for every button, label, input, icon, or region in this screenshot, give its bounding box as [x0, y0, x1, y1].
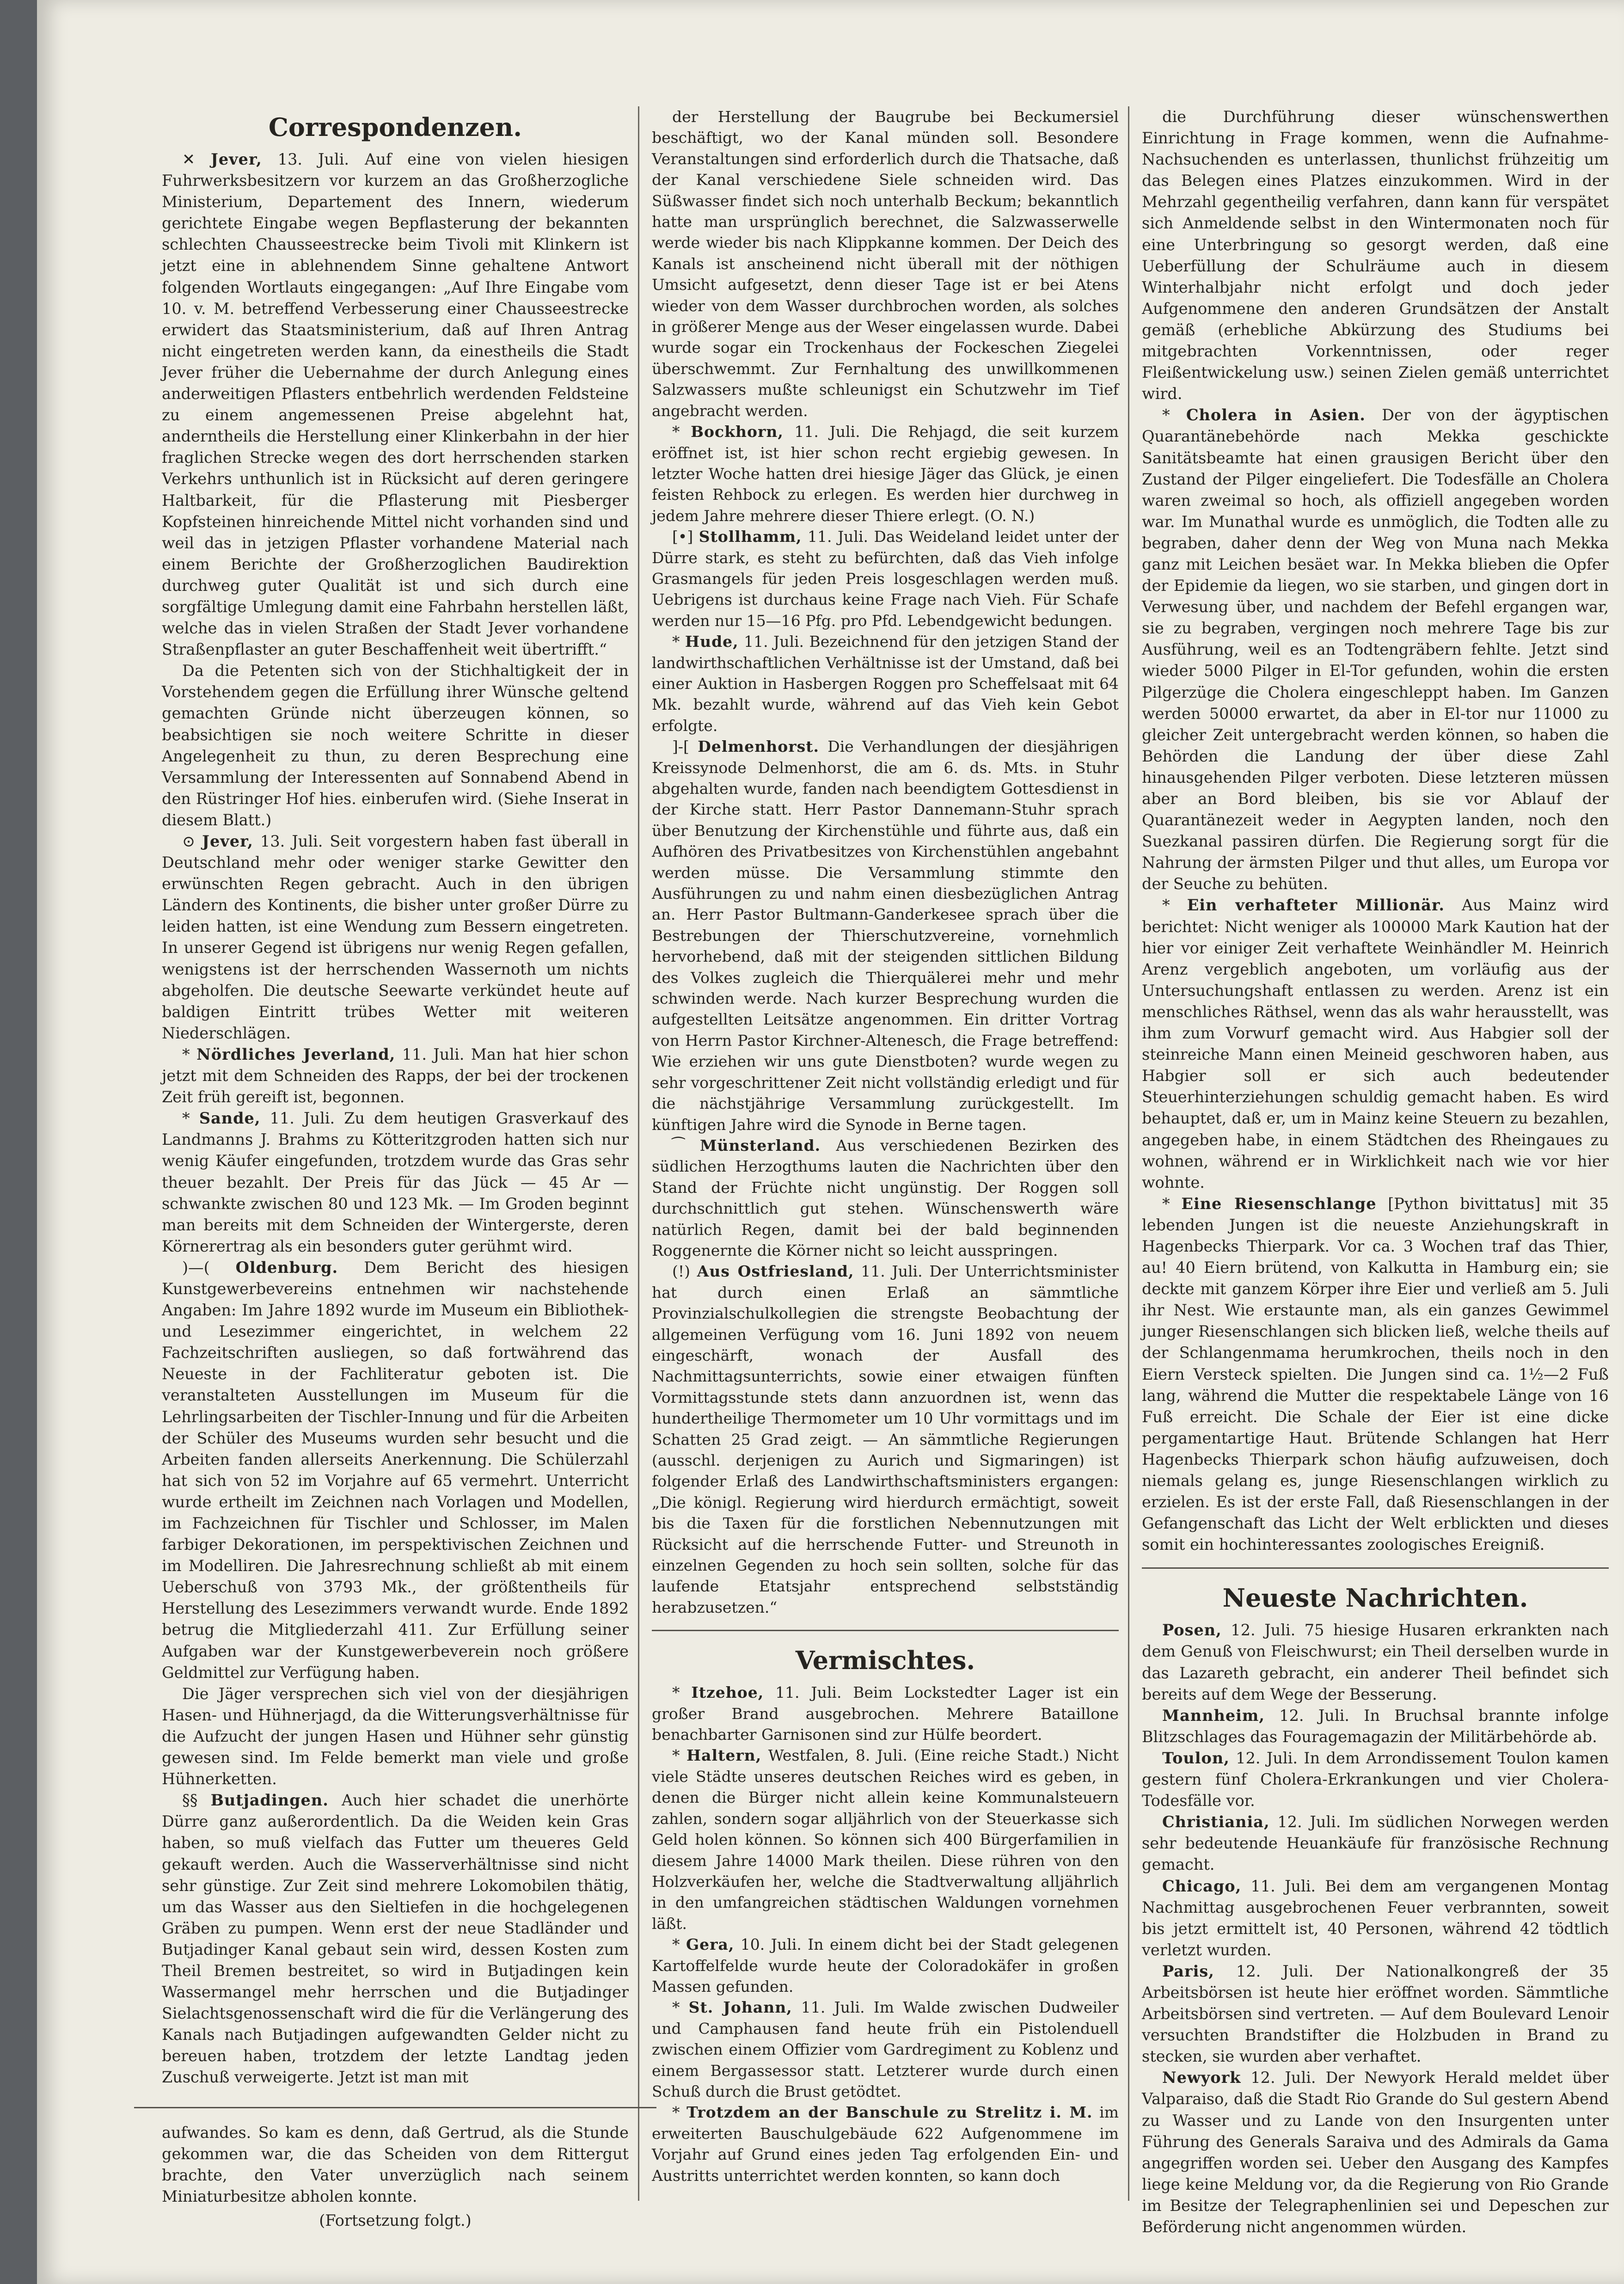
article-text: 12. Juli. Der Newyork Herald meldet über Valparaiso, daß die Stadt Rio Grande do Sul gestern Abend zu Wasser und zu Lande von den Insurgenten unter Führung des Generals Saraiva und des Admirals da Gama angegriffen worden sei. Ueber den Ausgang des Kampfes liege keine Meldung vor, da die Regierung von Rio Grande im Besitze der Telegraphenlinien sei und Depeschen zur Beförderung nicht angenommen würden.	[1142, 2069, 1609, 2236]
section-heading-vermischtes: Vermischtes.	[795, 1645, 975, 1676]
article-paragraph	[652, 1135, 1119, 1261]
article-dateline: Gera,	[686, 1935, 735, 1954]
article-dateline: Aus Ostfriesland,	[697, 1262, 854, 1281]
article-text: 11. Juli. Im Walde zwischen Dudweiler und Camphausen fand heute früh ein Pistolenduell zwischen einem Offizier vom Gardregiment zu Koblenz und einem Bergassessor statt. Letzterer wurde durch einen Schuß durch die Brust getödtet.	[652, 1998, 1119, 2100]
vermischtes-articles	[652, 1682, 1119, 2186]
feuilleton-continuation: aufwandes. So kam es denn, daß Gertrud, als die Stunde gekommen war, die das Scheiden von dem Rittergut brachte, den Vater unverzüglich nach seinem Miniaturbesitze abholen konnte.	[162, 2123, 629, 2205]
article-dateline: Eine Riesenschlange	[1181, 1194, 1377, 1213]
article-text: 12. Juli. In dem Arrondissement Toulon kamen gestern fünf Cholera-Erkrankungen und vier Cholera-Todesfälle vor.	[1142, 1749, 1609, 1810]
column-2-articles	[652, 106, 1119, 1618]
article-marker: ⊙	[182, 832, 196, 850]
article-text: im erweiterten Bauschulgebäude 622 Aufgenommene im Vorjahr auf Grund eines jeden Tag erfolgenden Ein- und Austritts unterrichtet werden konnten, so kann doch	[652, 2103, 1119, 2185]
section-divider	[652, 1630, 1119, 1631]
article-paragraph	[1142, 405, 1609, 895]
article-paragraph	[1142, 2067, 1609, 2238]
column-3-articles	[1142, 106, 1609, 1555]
article-paragraph	[1142, 106, 1609, 405]
article-dateline: Nördliches Jeverland,	[196, 1045, 396, 1063]
article-paragraph	[652, 1682, 1119, 1745]
article-paragraph	[162, 149, 629, 660]
article-text: 11. Juli. Man hat hier schon jetzt mit dem Schneiden des Rapps, der bei der trockenen Zeit früh gereift ist, begonnen.	[162, 1045, 629, 1106]
article-dateline: Posen,	[1162, 1621, 1222, 1639]
article-paragraph	[1142, 1705, 1609, 1748]
article-marker: §§	[182, 1791, 198, 1810]
article-text: [Python bivittatus] mit 35 lebenden Jungen ist die neueste Anziehungskraft in Hagenbecks Thierpark. Vor ca. 3 Wochen traf das Thier, au! 40 Eiern brütend, von Kalkutta in Hamburg ein; sie deckte mit ganzem Körper ihre Eier und verließ am 5. Juli ihr Nest. Wie erstaunte man, als ein ganzes Gewimmel junger Riesenschlangen sich blicken ließ, welche theils auf der Schlangenmama herumkrochen, theils noch in den Eiern Versteck spielten. Die Jungen sind ca. 1½—2 Fuß lang, während die Mutter die respektabele Länge von 16 Fuß erreicht. Die Schale der Eier ist eine dicke pergamentartige Haut. Brütende Schlangen hat Herr Hagenbecks Thierpark schon häufig aufzuweisen, doch niemals gelang es, junge Riesenschlangen wirklich zu erzielen. Es ist der erste Fall, daß Riesenschlangen in der Gefangenschaft das Licht der Welt erblickten und dieses somit ein hochinteressantes zoologisches Ereigniß.	[1142, 1194, 1609, 1554]
article-dateline: Haltern,	[686, 1746, 762, 1765]
article-paragraph	[162, 1108, 629, 1257]
article-text: Westfalen, 8. Juli. (Eine reiche Stadt.) Nicht viele Städte unseres deutschen Reiches wird es geben, in denen die Bürger nicht allein keine Kommunalsteuern zahlen, sondern sogar alljährlich von der Steuerkasse sich Geld holen können. So können sich 400 Bürgerfamilien in diesem Jahre 14000 Mark theilen. Diese rühren von den Holzverkäufen her, welche die Stadtverwaltung alljährlich in den umfangreichen städtischen Waldungen vornehmen läßt.	[652, 1746, 1119, 1933]
article-text: Die Verhandlungen der diesjährigen Kreissynode Delmenhorst, die am 6. ds. Mts. in Stuhr abgehalten wurde, fanden nach beendigtem Gottesdienst in der Kirche statt. Herr Pastor Dannemann-Stuhr sprach über Benutzung der Kirchenstühle und führte aus, daß ein Aufhören des Privatbesitzes von Kirchenstühlen angebahnt werden müsse. Die Versammlung stimmte den Ausführungen zu und nahm einen diesbezüglichen Antrag an. Herr Pastor Bultmann-Ganderkesee sprach über die Bestrebungen der Thierschutzvereine, vornehmlich hervorhebend, daß mit der steigenden sittlichen Bildung des Volkes zugleich die Thierquälerei mehr und mehr schwinden werde. Nach kurzer Besprechung wurden die aufgestellten Leitsätze angenommen. Ein dritter Vortrag von Herrn Pastor Kirchner-Altenesch, die Frage betreffend: Wie erziehen wir uns gute Dienstboten? wurde wegen zu sehr vorgeschrittener Zeit nicht vollständig erledigt und für die nächstjährige Versammlung zurückgestellt. Im künftigen Jahre wird die Synode in Berne tagen.	[652, 737, 1119, 1134]
article-marker: *	[672, 2103, 680, 2122]
article-dateline: Stollhamm,	[699, 528, 802, 546]
article-text: 13. Juli. Auf eine von vielen hiesigen Fuhrwerksbesitzern vor kurzem an das Großherzogliche Ministerium, Departement des Innern, wiederum gerichtete Eingabe wegen Bepflasterung der bekannten schlechten Chausseestrecke beim Tivoli mit Klinkern ist jetzt eine in ablehnendem Sinne gehaltene Antwort folgenden Wortlauts eingegangen: „Auf Ihre Eingabe vom 10. v. M. betreffend Verbesserung einer Chausseestrecke erwidert das Staatsministerium, daß auf Ihren Antrag nicht eingetreten werden kann, da einestheils die Stadt Jever früher die Uebernahme der durch Anlegung eines anderweitigen Pflasters entbehrlich werdenden Feldsteine zu einem angemessenen Preise abgelehnt hat, anderntheils die Herstellung einer Klinkerbahn in der hier fraglichen Strecke wegen des dort herrschenden starken Verkehrs unthunlich ist in Rücksicht auf deren geringere Haltbarkeit, für die Pflasterung mit Piesberger Kopfsteinen hinreichende Mittel nicht vorhanden sind und weil das in jetzigen Pflaster vorhandene Material nach einem Berichte der Großherzoglichen Baudirektion durchweg guter Qualität ist und sich durch eine sorgfältige Umlegung damit eine Fahrbahn herstellen läßt, welche das in vielen Straßen der Stadt Jever vorhandene Straßenpflaster an guter Beschaffenheit weit übertrifft.“	[162, 150, 629, 659]
article-marker: *	[1162, 406, 1170, 424]
article-text: 12. Juli. In Bruchsal brannte infolge Blitzschlages das Fouragemagazin der Militärbehörde ab.	[1142, 1706, 1609, 1746]
article-marker: [•]	[672, 528, 693, 546]
column-3	[1142, 106, 1609, 2238]
article-paragraph	[1142, 1620, 1609, 1705]
article-paragraph	[162, 1257, 629, 1683]
article-marker: *	[672, 1683, 680, 1702]
article-marker: ⁀	[672, 1136, 685, 1154]
article-dateline: Itzehoe,	[691, 1683, 764, 1702]
article-text: Da die Petenten sich von der Stichhaltigkeit der in Vorstehendem gegen die Erfüllung ihrer Wünsche geltend gemachten Gründe nicht überzeugen können, so beabsichtigen sie noch weitere Schritte in dieser Angelegenheit zu thun, zu deren Besprechung eine Versammlung der Interessenten auf Sonnabend Abend in den Rüstringer Hof hies. einberufen wird. (Siehe Inserat in diesem Blatt.)	[162, 662, 629, 829]
article-marker: *	[182, 1045, 190, 1063]
article-dateline: Toulon,	[1162, 1749, 1230, 1767]
article-text: 11. Juli. Zu dem heutigen Grasverkauf des Landmanns J. Brahms zu Kötteritzgroden hatten sich nur wenig Käufer eingefunden, trotzdem wurde das Gras sehr theuer bezahlt. Der Preis für das Jück — 45 Ar — schwankte zwischen 80 und 123 Mk. — Im Groden beginnt man bereits mit dem Schneiden der Wintergerste, deren Körnerertrag als ein besonders guter gerühmt wird.	[162, 1109, 629, 1255]
article-dateline: Mannheim,	[1162, 1706, 1265, 1725]
column-2	[652, 106, 1119, 2186]
article-marker: *	[672, 1935, 680, 1954]
article-paragraph	[652, 526, 1119, 631]
article-text: 13. Juli. Seit vorgestern haben fast überall in Deutschland mehr oder weniger starke Gewitter den erwünschten Regen gebracht. Auch in den übrigen Ländern des Kontinents, die bisher unter großer Dürre zu leiden hatten, ist eine Wendung zum Bessern eingetreten. In unserer Gegend ist übrigens nur wenig Regen gefallen, wenigstens ist der herrschenden Wassernoth um nichts abgeholfen. Die deutsche Seewarte verkündet heute auf baldigen Eintritt trübes Wetter mit weiteren Niederschlägen.	[162, 832, 629, 1042]
article-dateline: Oldenburg.	[235, 1258, 338, 1277]
article-paragraph	[652, 1745, 1119, 1934]
article-paragraph	[1142, 1748, 1609, 1811]
article-text: Der von der ägyptischen Quarantänebehörde nach Mekka geschickte Sanitätsbeamte hat einen grausigen Bericht über den Zustand der Pilger eingeliefert. Die Todesfälle an Cholera waren zweimal so hoch, als offiziell angegeben worden war. Im Munathal wurde es unmöglich, die Todten alle zu begraben, daher denn der Weg von Muna nach Mekka ganz mit Leichen besäet war. In Mekka blieben die Opfer der Epidemie da liegen, wo sie starben, und gingen dort in Verwesung über, und nachdem der Befehl ergangen war, sie zu begraben, vergingen noch mehrere Tage bis zur Ausführung, weil es an Todtengräbern fehlte. Jetzt sind wieder 5000 Pilger in El-Tor gefunden, wohin die ersten Pilgerzüge die Cholera eingeschleppt haben. Im Ganzen werden 50000 erwartet, da aber in El-tor nur 11000 zu gleicher Zeit untergebracht werden können, so haben die Behörden die Landung der über diese Zahl hinausgehenden Pilger verboten. Diese letzteren müssen aber an Bord bleiben, bis sie vor Ablauf der Quarantänezeit weder in Aegypten landen, noch den Suezkanal passiren dürfen. Die Regierung sorgt für die Nahrung der ärmsten Pilger und thut alles, um Europa vor der Seuche zu behüten.	[1142, 406, 1609, 893]
article-dateline: Hude,	[685, 632, 739, 651]
section-heading-neueste-nachrichten: Neueste Nachrichten.	[1222, 1583, 1528, 1613]
article-text: 12. Juli. Der Nationalkongreß der 35 Arbeitsbörsen ist heute hier eröffnet worden. Sämmtliche Arbeitsbörsen sind vertreten. — Auf dem Boulevard Lenoir versuchten Brandstifter die Holzbuden in Brand zu stecken, sie wurden aber verhaftet.	[1142, 1962, 1609, 2066]
column-rule-2	[1128, 106, 1129, 2201]
article-paragraph	[1142, 1876, 1609, 1961]
article-marker: *	[672, 1998, 680, 2017]
article-text: Aus Mainz wird berichtet: Nicht weniger als 100000 Mark Kaution hat der hier vor einiger Zeit verhaftete Weinhändler M. Heinrich Arenz vergeblich angeboten, um vorläufig aus der Untersuchungshaft entlassen zu werden. Arenz ist ein menschliches Räthsel, wenn das als wahr herausstellt, was ihm zum Vorwurf gemacht wird. Aus Habgier soll der steinreiche Mann einen Meineid geschworen haben, aus Habgier soll er sich auch bedeutender Steuerhinterziehungen schuldig gemacht haben. Es wird behauptet, daß er, um in Mainz keine Steuern zu bezahlen, angegeben habe, in einem Städtchen des Rheingaues zu wohnen, während er in Wirklichkeit nach wie vor hier wohnte.	[1142, 896, 1609, 1191]
article-paragraph	[652, 421, 1119, 526]
article-paragraph	[652, 1261, 1119, 1618]
article-paragraph	[1142, 1961, 1609, 2067]
article-dateline: Cholera in Asien.	[1186, 406, 1366, 424]
article-dateline: Ein verhafteter Millionär.	[1187, 896, 1445, 915]
article-paragraph	[162, 1683, 629, 1790]
article-text: Die Jäger versprechen sich viel von der diesjährigen Hasen- und Hühnerjagd, da die Witterungsverhältnisse für die Aufzucht der jungen Hasen und Hühner sehr günstig gewesen sind. Im Felde bemerkt man viele und große Hühnerketten.	[162, 1684, 629, 1788]
article-dateline: Chicago,	[1162, 1877, 1242, 1895]
article-dateline: Delmenhorst.	[698, 737, 819, 756]
article-dateline: Christiania,	[1162, 1813, 1270, 1831]
article-text: 11. Juli. Beim Lockstedter Lager ist ein großer Brand ausgebrochen. Mehrere Bataillone benachbarter Garnisonen sind zur Hülfe beordert.	[652, 1683, 1119, 1744]
article-text: 12. Juli. Im südlichen Norwegen werden sehr bedeutende Heuankäufe für französische Rechnung gemacht.	[1142, 1813, 1609, 1874]
article-paragraph	[1142, 1193, 1609, 1556]
article-text: Dem Bericht des hiesigen Kunstgewerbevereins entnehmen wir nachstehende Angaben: Im Jahre 1892 wurde im Museum ein Bibliothek- und Lesezimmer eingerichtet, in welchem 22 Fachzeitschriften ausliegen, so daß fortwährend das Neueste in der Fachliteratur geboten ist. Die veranstalteten Ausstellungen im Museum für die Lehrlingsarbeiten der Tischler-Innung und für die Arbeiten der Schüler des Museums wurden sehr besucht und die Arbeiten fanden allerseits Anerkennung. Die Schülerzahl hat sich von 52 im Vorjahre auf 65 vermehrt. Unterricht wurde ertheilt im Zeichnen nach Vorlagen und Modellen, im Fachzeichnen für Tischler und Schlosser, im Malen farbiger Dekorationen, im perspektivischen Zeichnen und im Modelliren. Die Jahresrechnung schließt ab mit einem Ueberschuß von 3793 Mk., der größtentheils für Herstellung des Lesezimmers verwandt wurde. Ende 1892 betrug die Mitgliederzahl 411. Zur Erfüllung seiner Aufgaben war der Kunstgewerbeverein noch größere Geldmittel zur Verfügung haben.	[162, 1258, 629, 1682]
article-dateline: St. Johann,	[688, 1998, 792, 2017]
article-text: 11. Juli. Der Unterrichtsminister hat durch einen Erlaß an sämmtliche Provinzialschulkollegien die strengste Beobachtung der allgemeinen Verfügung vom 16. Juni 1892 von neuem eingeschärft, wonach der Ausfall des Nachmittagsunterrichts, sowie einer etwaigen fünften Vormittagsstunde stets dann anzuordnen ist, wenn das hundertheilige Thermometer um 10 Uhr vormittags und im Schatten 25 Grad zeigt. — An sämmtliche Regierungen (ausschl. derjenigen zu Aurich und Sigmaringen) ist folgender Erlaß des Landwirthschaftsministers ergangen: „Die königl. Regierung wird hierdurch ermächtigt, soweit bis die Taxen für die forstlichen Nebennutzungen mit Rücksicht auf die herrschende Futter- und Streunoth in einzelnen Gegenden zu hoch sein sollten, solche für das laufende Etatsjahr entsprechend selbstständig herabzusetzen.“	[652, 1262, 1119, 1616]
article-dateline: Butjadingen.	[210, 1791, 329, 1810]
article-paragraph	[162, 1790, 629, 2088]
article-marker: *	[1162, 1194, 1170, 1213]
section-heading-correspondenzen: Correspondenzen.	[268, 112, 522, 142]
article-text: 11. Juli. Das Weideland leidet unter der Dürre stark, es steht zu befürchten, daß das Vieh infolge Grasmangels für jeden Preis losgeschlagen werden muß. Uebrigens ist durchaus keine Frage nach Vieh. Für Schafe werden nur 15—16 Pfg. pro Pfd. Lebendgewicht bedungen.	[652, 528, 1119, 630]
article-text: 10. Juli. In einem dicht bei der Stadt gelegenen Kartoffelfelde wurde heute der Coloradokäfer in großen Massen gefunden.	[652, 1935, 1119, 1995]
article-paragraph	[162, 660, 629, 831]
continuation-note: (Fortsetzung folgt.)	[319, 2211, 472, 2229]
article-marker: *	[672, 1746, 680, 1765]
article-dateline: Bockhorn,	[691, 423, 784, 441]
article-marker: *	[182, 1109, 190, 1128]
article-paragraph	[652, 2102, 1119, 2186]
article-text: 12. Juli. 75 hiesige Husaren erkrankten nach dem Genuß von Fleischwurst; ein Theil derselben wurde in das Lazareth gebracht, ein anderer Theil befindet sich bereits auf dem Wege der Besserung.	[1142, 1621, 1609, 1703]
article-text: der Herstellung der Baugrube bei Beckumersiel beschäftigt, wo der Kanal münden soll. Besondere Veranstaltungen sind erforderlich durch die Thatsache, daß der Kanal verschiedene Siele schneiden wird. Das Süßwasser findet sich noch unterhalb Beckum; bekanntlich hatte man ursprünglich berechnet, die Salzwasserwelle werde wieder bis nach Klippkanne kommen. Der Deich des Kanals ist anscheinend nicht überall mit der nöthigen Umsicht aufgesetzt, denn dieser Tage ist er bei Atens wieder von dem Wasser durchbrochen worden, als solches in größerer Menge aus der Weser eingelassen wurde. Dabei wurde sogar ein Trockenhaus der Fockeschen Ziegelei überschwemmt. Zur Fernhaltung des unwillkommenen Salzwassers mußte schleunigst ein Schutzwehr im Tief angebracht werden.	[652, 108, 1119, 420]
article-paragraph	[162, 1044, 629, 1108]
article-text: Auch hier schadet die unerhörte Dürre ganz außerordentlich. Da die Weiden kein Gras haben, so muß vielfach das Futter um theueres Geld gekauft werden. Auch die Wasserverhältnisse sind nicht sehr günstige. Zur Zeit sind mehrere Lokomobilen thätig, um das Wasser aus den Sieltiefen in die hochgelegenen Gräben zu pumpen. Wenn erst der neue Stadländer und Butjadinger Kanal gebaut sein wird, dessen Kosten zum Theil Bremen bestreitet, so wird in Butjadingen kein Wassermangel mehr herrschen und die Butjadinger Sielachtsgenossenschaft wird die für die Verlängerung des Kanals nach Butjadingen aufgewandten Gelder nicht zu bereuen haben, trotzdem der letzte Landtag jeden Zuschuß verweigerte. Jetzt ist man mit	[162, 1791, 629, 2087]
article-paragraph	[652, 106, 1119, 421]
article-text: die Durchführung dieser wünschenswerthen Einrichtung in Frage kommen, wenn die Aufnahme-Nachsuchenden es unterlassen, thunlichst frühzeitig um das Belegen eines Platzes einzukommen. Wird in der Mehrzahl gegentheilig verfahren, dann kann für verspätet sich Anmeldende selbst in den Wintermonaten noch für eine Unterbringung so gesorgt werden, daß eine Ueberfüllung der Schulräume auch in diesem Winterhalbjahr nicht erfolgt und doch jeder Aufgenommene den anderen Grundsätzen der Anstalt gemäß (erhebliche Abkürzung des Studiums bei mitgebrachten Vorkenntnissen, oder reger Fleißentwickelung usw.) seinen Zielen gemäß unterrichtet wird.	[1142, 108, 1609, 403]
article-marker: *	[1162, 896, 1170, 915]
article-text: 11. Juli. Bei dem am vergangenen Montag Nachmittag ausgebrochenen Feuer verbrannten, soweit bis jetzt ermittelt ist, 40 Personen, während 42 tödtlich verletzt wurden.	[1142, 1877, 1609, 1959]
article-text: 11. Juli. Bezeichnend für den jetzigen Stand der landwirthschaftlichen Verhältnisse ist der Umstand, daß bei einer Auktion in Hasbergen Roggen pro Scheffelsaat mit 64 Mk. bezahlt wurde, während auf das Vieh kein Gebot erfolgte.	[652, 632, 1119, 735]
article-dateline: Newyork	[1162, 2069, 1241, 2087]
article-dateline: Paris,	[1162, 1962, 1214, 1980]
article-marker: ]-[	[672, 737, 689, 756]
article-paragraph	[1142, 895, 1609, 1193]
article-paragraph	[652, 736, 1119, 1135]
article-dateline: Sande,	[199, 1109, 261, 1128]
article-marker: *	[672, 423, 680, 441]
column-1-articles	[162, 149, 629, 2088]
neueste-nachrichten-articles	[1142, 1620, 1609, 2238]
article-text: 11. Juli. Die Rehjagd, die seit kurzem eröffnet ist, ist hier schon recht ergiebig gewesen. In letzter Woche hatten drei hiesige Jäger das Glück, je einen feisten Rehbock zu erlegen. Es werden hier durchweg in jedem Jahre mehrere dieser Thiere erlegt. (O. N.)	[652, 423, 1119, 525]
article-dateline: Münsterland.	[699, 1136, 821, 1154]
article-marker: *	[672, 632, 680, 651]
article-paragraph	[162, 831, 629, 1044]
article-paragraph	[652, 1997, 1119, 2102]
article-paragraph	[652, 631, 1119, 736]
column-1	[162, 106, 629, 2231]
section-divider	[1142, 1567, 1609, 1569]
article-marker: (!)	[672, 1262, 691, 1281]
article-dateline: Jever,	[202, 832, 253, 850]
article-marker: )—(	[182, 1258, 210, 1277]
article-paragraph	[652, 1934, 1119, 1997]
article-text: Aus verschiedenen Bezirken des südlichen Herzogthums lauten die Nachrichten über den Stand der Früchte nicht ungünstig. Der Roggen soll durchschnittlich gut stehen. Wünschenswerth wäre natürlich Regen, damit bei der bald beginnenden Roggenernte die Körner nicht so leicht ausspringen.	[652, 1136, 1119, 1259]
article-dateline: Trotzdem an der Banschule zu Strelitz i. M.	[686, 2103, 1093, 2122]
column-rule-1	[638, 106, 639, 2201]
article-marker: ✕	[182, 150, 196, 168]
article-dateline: Jever,	[211, 150, 262, 168]
feuilleton-divider	[134, 2107, 656, 2108]
article-paragraph	[1142, 1811, 1609, 1875]
